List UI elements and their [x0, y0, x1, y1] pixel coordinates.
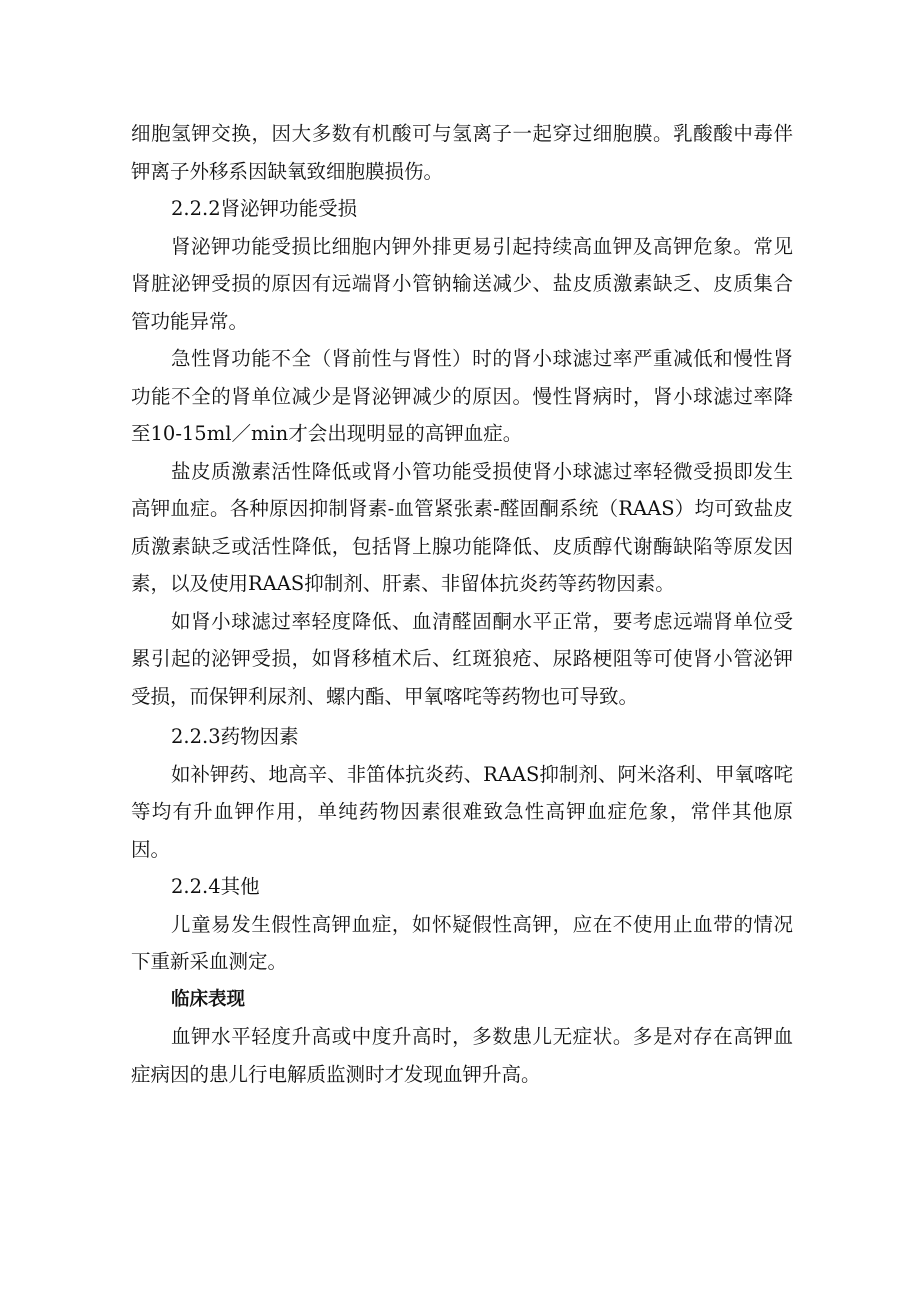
paragraph-pseudohyperkalemia: 儿童易发生假性高钾血症，如怀疑假性高钾，应在不使用止血带的情况下重新采血测定。 — [131, 912, 793, 973]
section-heading-2-2-3: 2.2.3药物因素 — [171, 725, 299, 748]
document-body — [131, 115, 793, 1093]
paragraph-drug-factors: 如补钾药、地高辛、非笛体抗炎药、RAAS抑制剂、阿米洛利、甲氧喀咤等均有升血钾作用，单纯药物因素很难致急性高钾血症危象，常伴其他原因。 — [131, 762, 793, 861]
paragraph-renal-insufficiency: 急性肾功能不全（肾前性与肾性）时的肾小球滤过率严重减低和慢性肾功能不全的肾单位减少是肾泌钾减少的原因。慢性肾病时，肾小球滤过率降至10-15ml／min才会出现明显的高钾血症。 — [131, 347, 793, 445]
paragraph-clinical-presentation: 血钾水平轻度升高或中度升高时，多数患儿无症状。多是对存在高钾血症病因的患儿行电解质监测时才发现血钾升高。 — [131, 1025, 793, 1086]
paragraph-distal-nephron: 如肾小球滤过率轻度降低、血清醛固酮水平正常，要考虑远端肾单位受累引起的泌钾受损，如肾移植术后、红斑狼疮、尿路梗阻等可使肾小管泌钾受损，而保钾利尿剂、螺内酯、甲氧喀咤等药物也可导致。 — [131, 609, 793, 708]
section-heading-2-2-4: 2.2.4其他 — [171, 875, 260, 898]
paragraph-continuation: 细胞氢钾交换，因大多数有机酸可与氢离子一起穿过细胞膜。乳酸酸中毒伴钾离子外移系因缺氧致细胞膜损伤。 — [131, 122, 793, 183]
section-heading-2-2-2: 2.2.2肾泌钾功能受损 — [171, 197, 358, 220]
section-heading-clinical: 临床表现 — [171, 988, 246, 1010]
paragraph-mineralocorticoid: 盐皮质激素活性降低或肾小管功能受损使肾小球滤过率轻微受损即发生高钾血症。各种原因抑制肾素-血管紧张素-醛固酮系统（RAAS）均可致盐皮质激素缺乏或活性降低，包括肾上腺功能降低、皮质醇代谢酶缺陷等原发因素，以及使用RAAS抑制剂、肝素、非留体抗炎药等药物因素。 — [131, 459, 793, 595]
paragraph-renal-potassium: 肾泌钾功能受损比细胞内钾外排更易引起持续高血钾及高钾危象。常见肾脏泌钾受损的原因有远端肾小管钠输送减少、盐皮质激素缺乏、皮质集合管功能异常。 — [131, 234, 793, 333]
